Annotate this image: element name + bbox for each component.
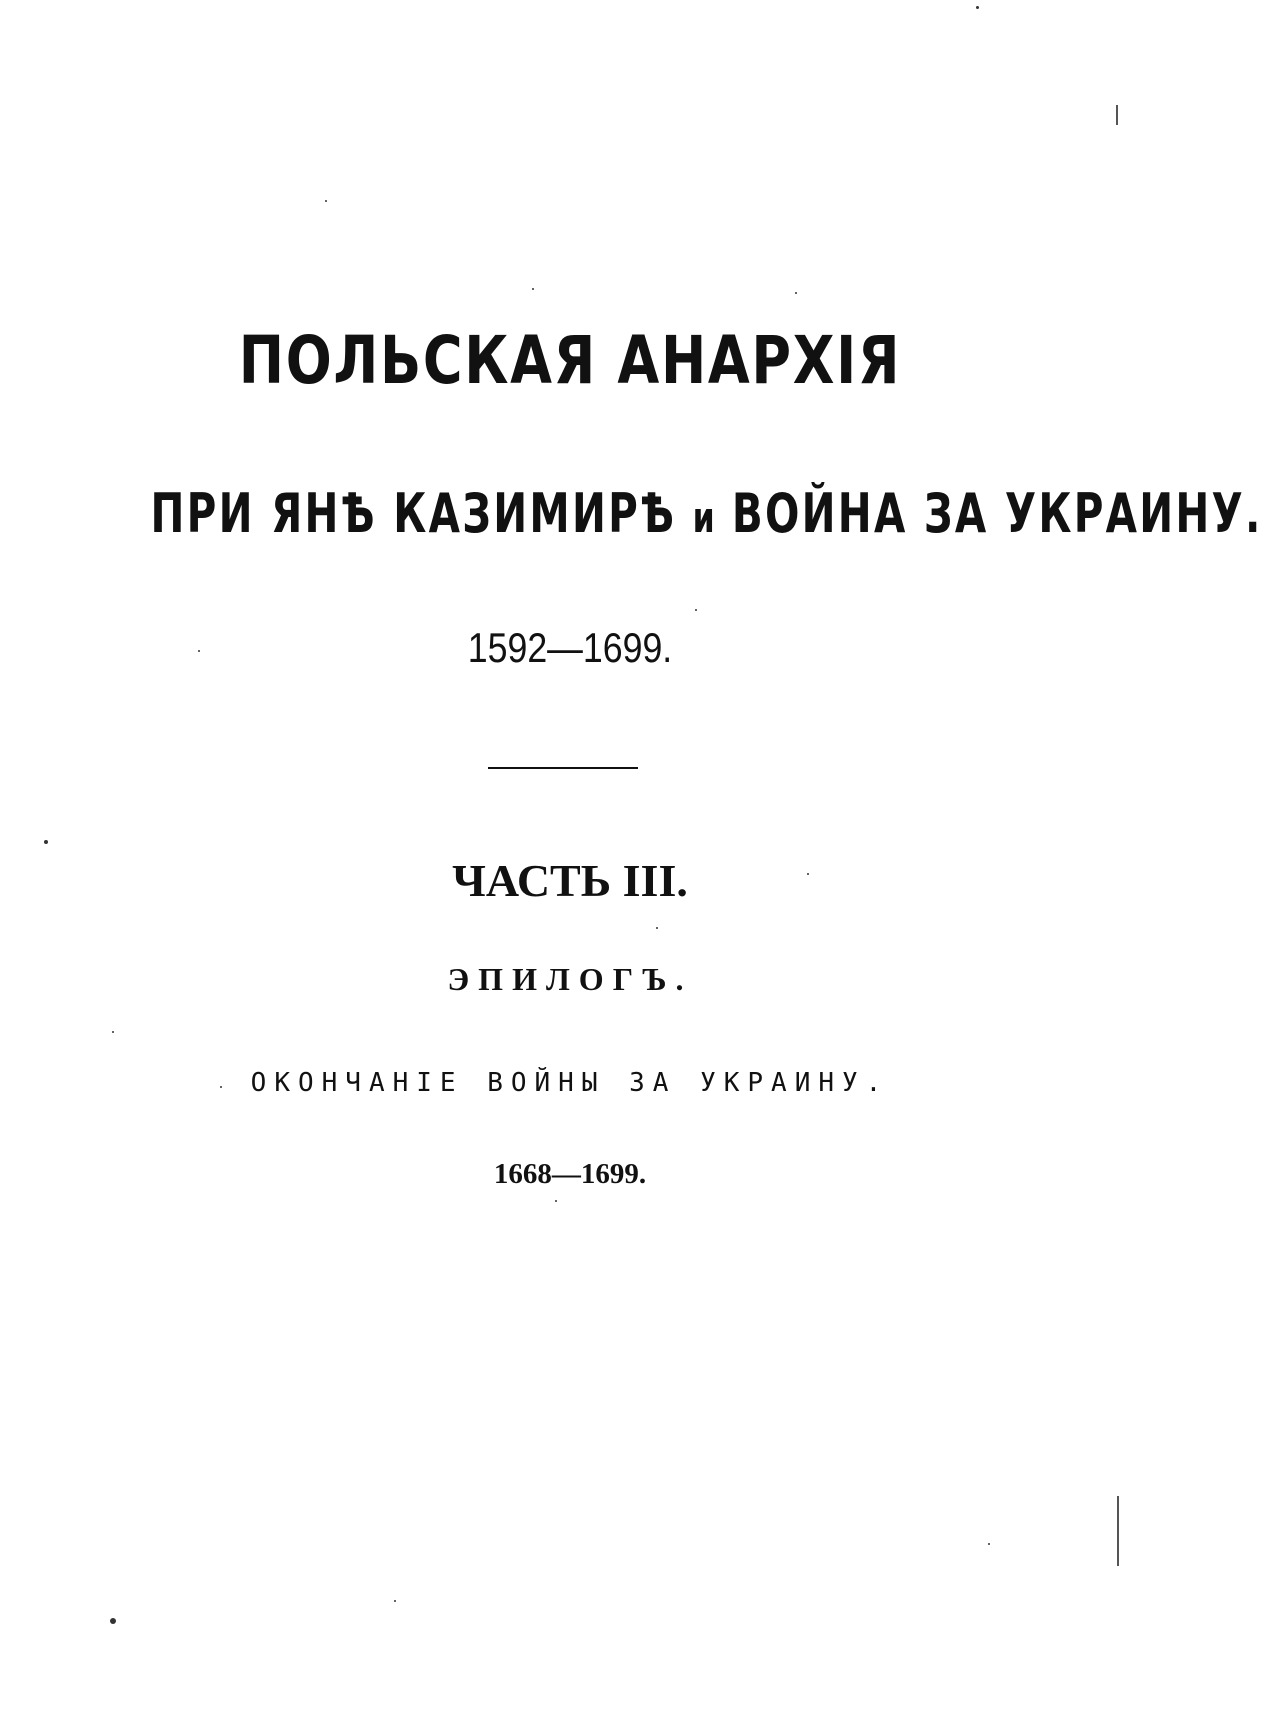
scan-speck bbox=[807, 873, 809, 875]
scan-speck bbox=[325, 200, 327, 202]
main-years: 1592—1699. bbox=[467, 624, 673, 671]
book-title: ПОЛЬСКАЯ АНАРХІЯ bbox=[238, 322, 902, 399]
scan-edge-mark bbox=[1117, 1496, 1119, 1566]
part-years: 1668—1699. bbox=[493, 1158, 647, 1190]
scan-speck bbox=[532, 288, 534, 290]
epilogue-heading: ЭПИЛОГЪ. bbox=[447, 961, 693, 997]
subtitle-part-2: ВОЙНА ЗА УКРАИНУ. bbox=[731, 482, 1263, 545]
scan-speck bbox=[656, 927, 658, 929]
scan-speck bbox=[220, 1086, 222, 1088]
scan-speck bbox=[110, 1618, 116, 1624]
scan-edge-mark bbox=[1116, 105, 1118, 125]
scan-speck bbox=[198, 650, 200, 652]
scan-speck bbox=[695, 609, 697, 611]
scan-speck bbox=[112, 1031, 114, 1033]
scan-speck bbox=[795, 292, 797, 294]
divider-rule bbox=[488, 767, 638, 769]
ending-subheading: ОКОНЧАНІЕ ВОЙНЫ ЗА УКРАИНУ. bbox=[250, 1068, 890, 1098]
part-heading: ЧАСТЬ III. bbox=[452, 855, 688, 906]
scan-speck bbox=[988, 1543, 990, 1545]
scan-speck bbox=[394, 1600, 396, 1602]
subtitle-connector: и bbox=[692, 493, 716, 542]
scan-speck bbox=[976, 6, 979, 9]
scan-speck bbox=[555, 1200, 557, 1202]
subtitle-part-1: ПРИ ЯНѢ КАЗИМИРѢ bbox=[150, 482, 677, 545]
book-subtitle bbox=[150, 482, 1263, 545]
scan-speck bbox=[44, 840, 48, 844]
